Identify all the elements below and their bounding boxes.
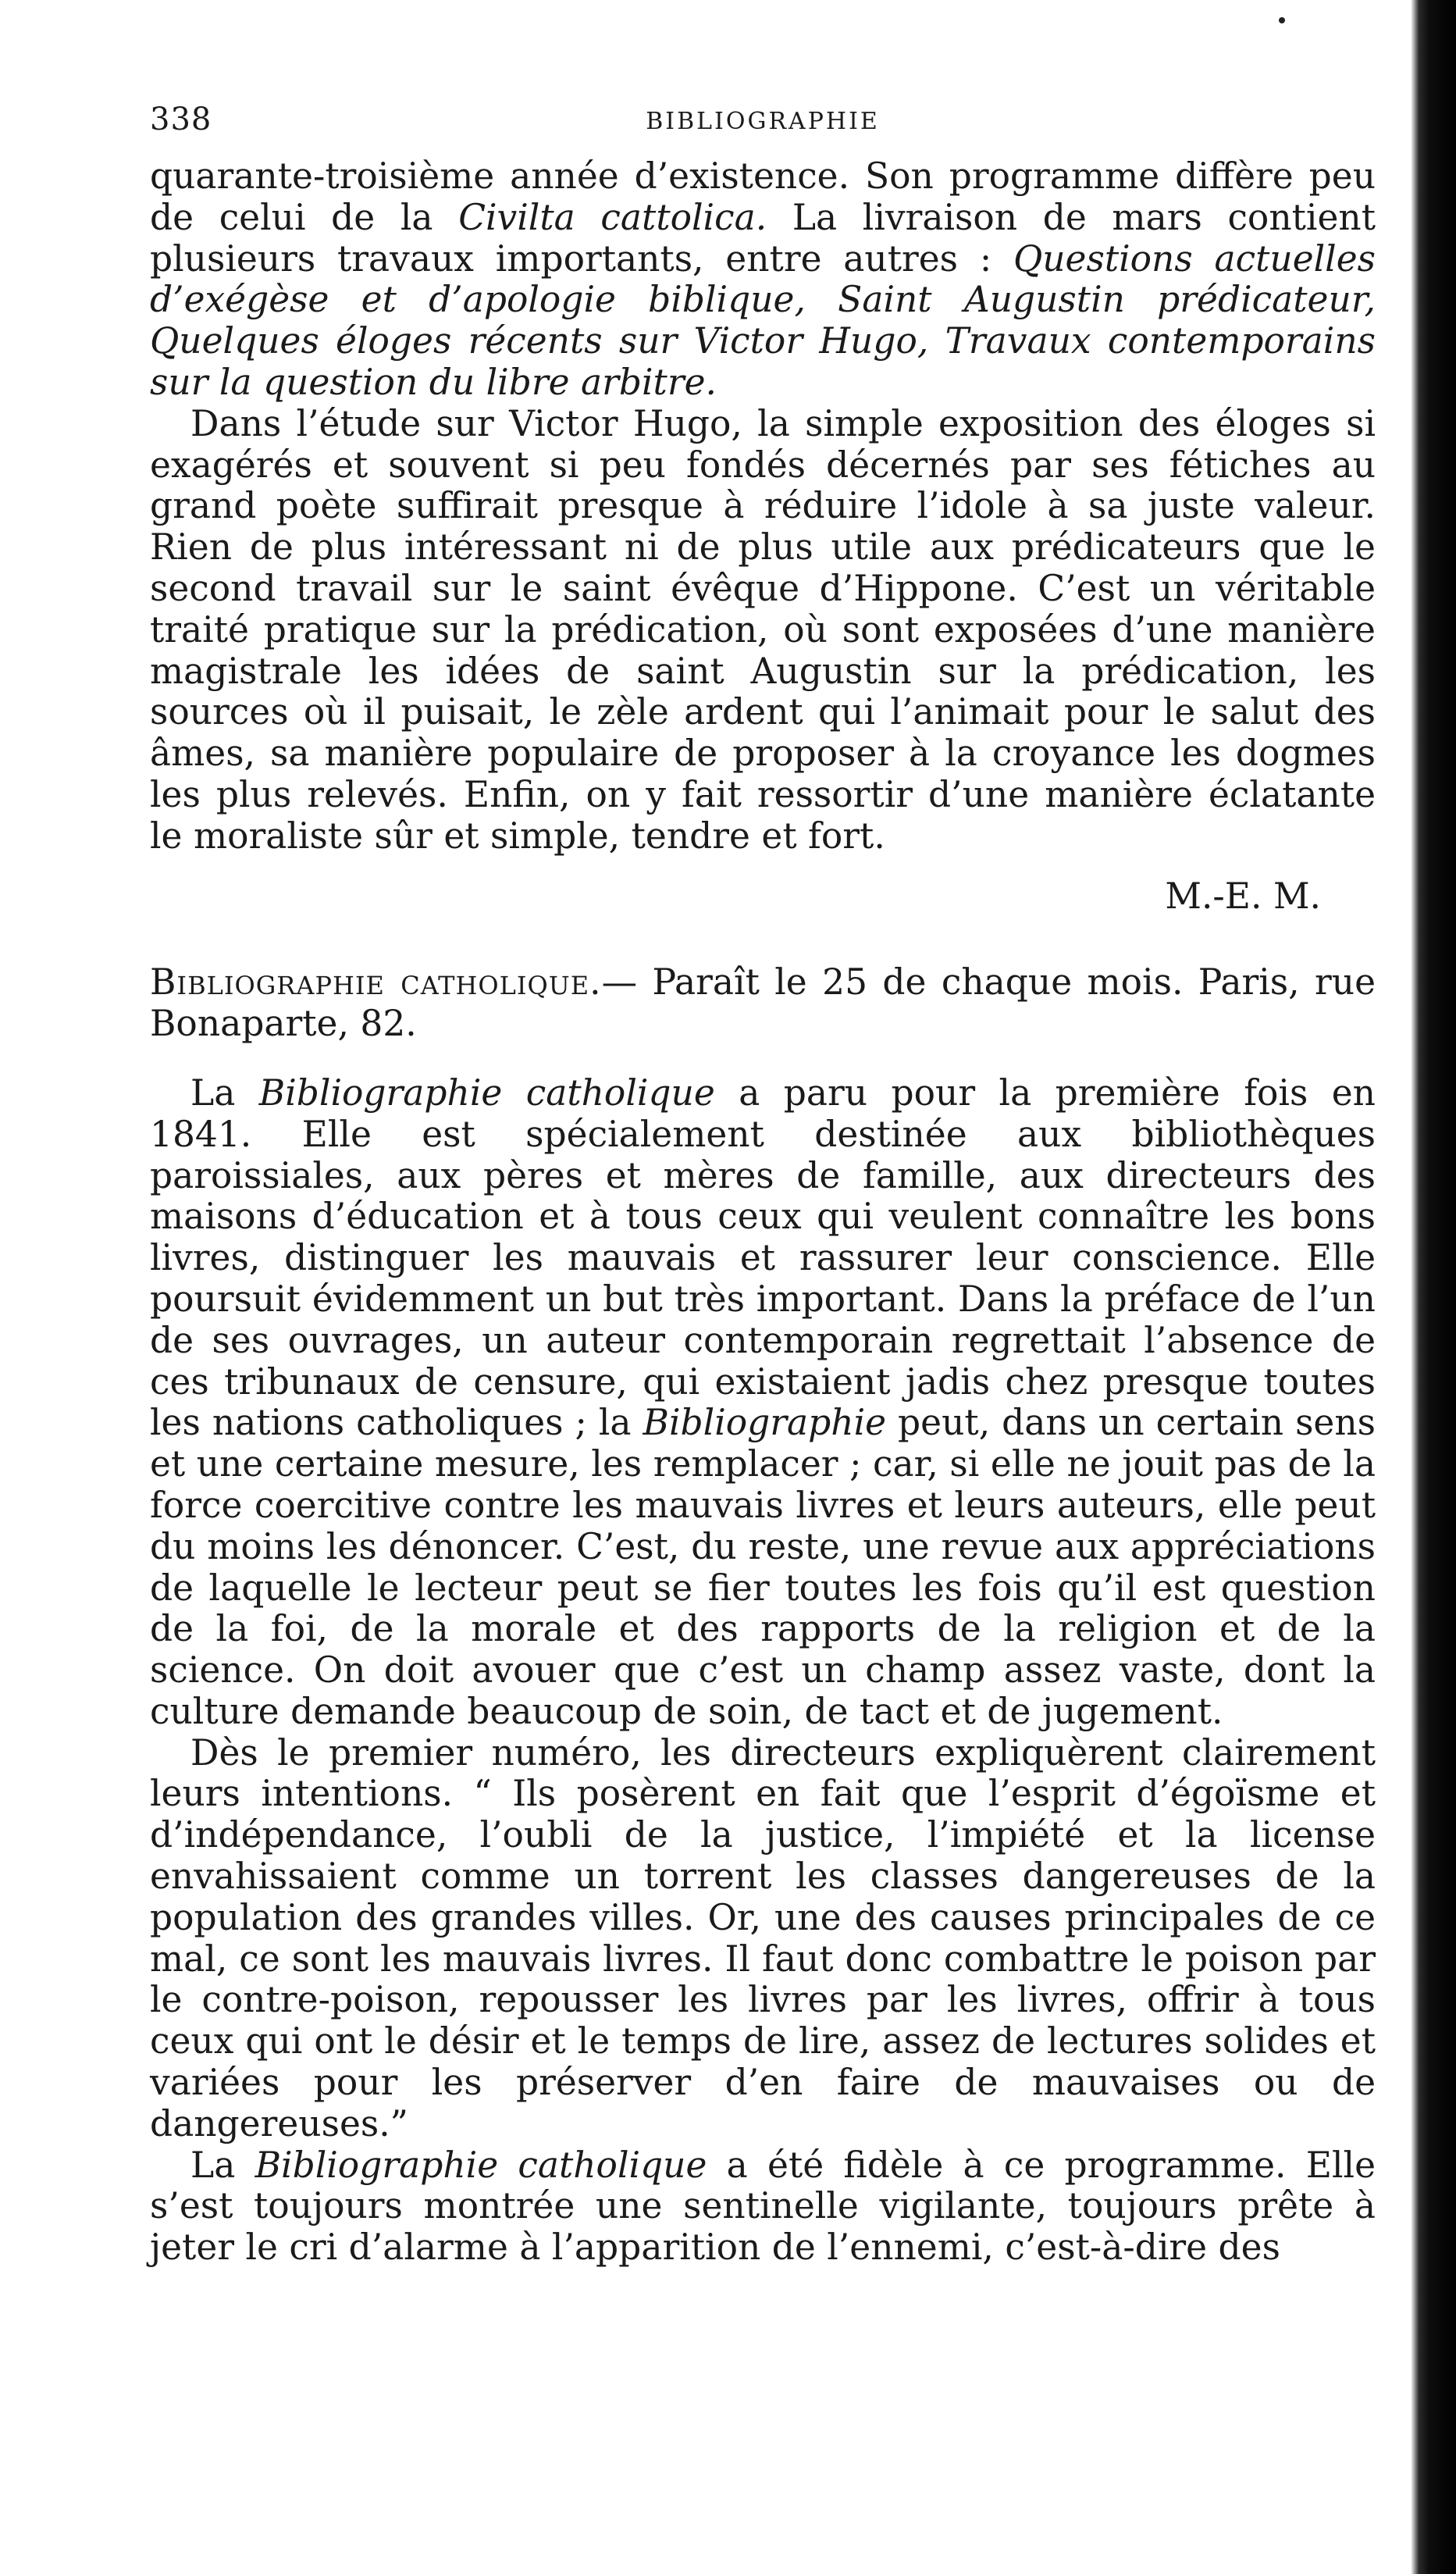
page-header xyxy=(150,102,1376,156)
review-heading-title: Bibliographie catholique. xyxy=(150,961,602,1004)
review-heading xyxy=(150,962,1376,1045)
page-number: 338 xyxy=(150,102,212,137)
paragraph-programme xyxy=(150,2145,1376,2269)
journal-title: Bibliographie catholique xyxy=(258,1071,715,1114)
paragraph-directors-intentions: Dès le premier numéro, les directeurs expliquèrent clairement leurs intentions. “ Ils posèrent en fait que l’esprit d’égoïsme et d’indépendance, l’oubli de la justice, l’impiété et la license envahissaient comme un torrent les classes dangereuses de la population des grandes villes. Or, une des causes principales de ce mal, ce sont les mauvais livres. Il faut donc combattre le poison par le contre-poison, repousser les livres par les livres, offrir à tous ceux qui ont le désir et le temps de lire, assez de lectures solides et variées pour les préserver d’en faire de mauvaises ou de dangereuses.” xyxy=(150,1731,1376,2144)
running-head: BIBLIOGRAPHIE xyxy=(646,108,880,135)
journal-title: Bibliographie catholique xyxy=(255,2144,707,2186)
journal-title-short: Bibliographie xyxy=(643,1402,887,1444)
text-run: La xyxy=(190,1071,259,1114)
paragraph-victor-hugo: Dans l’étude sur Victor Hugo, la simple exposition des éloges si exagérés et souvent si peu fondés décernés par ses fétiches au grand poète suffirait presque à réduire l’idole à sa juste valeur. Rien de plus intéressant ni de plus utile aux prédicateurs que le second travail sur le saint évêque d’Hippone. C’est un véritable traité pratique sur la prédication, où sont exposées d’une manière magistrale les idées de saint Augustin sur la prédication, les sources où il puisait, le zèle ardent qui l’animait pour le salut des âmes, sa manière populaire de proposer à la croyance les dogmes les plus relevés. Enfin, on y fait ressortir d’une manière éclatante le moraliste sûr et simple, tendre et fort. xyxy=(150,402,1376,857)
body-text xyxy=(150,156,1376,2269)
review-heading-details: — Paraît le 25 de chaque mois. Paris, rue Bonaparte, 82. xyxy=(150,961,1376,1045)
ink-speck xyxy=(1279,17,1285,23)
page-edge-shadow xyxy=(1411,0,1456,2574)
paragraph-bibliographie-intro xyxy=(150,1073,1376,1733)
text-run: a été fidèle à ce programme. Elle s’est toujours montrée une sentinelle vigilante, toujours prête à jeter le cri d’alarme à l’apparition de l’ennemi, c’est-à-dire des xyxy=(150,2144,1376,2269)
spacer xyxy=(150,1045,1376,1073)
book-page xyxy=(150,102,1376,2269)
author-signature: M.-E. M. xyxy=(1165,875,1321,917)
text-run: peut, dans un certain sens et une certaine mesure, les remplacer ; car, si elle ne jouit pas de la force coercitive contre les mauvais livres et leurs auteurs, elle peut du moins les dénoncer. C’est, du reste, une revue aux appréciations de laquelle le lecteur peut se fier toutes les fois qu’il est question de la foi, de la morale et des rapports de la religion et de la science. On doit avouer que c’est un champ assez vaste, dont la culture demande beaucoup de soin, de tact et de jugement. xyxy=(150,1402,1376,1732)
text-run: quarante-troisième année d’existence. Son programme diffère peu de celui de la xyxy=(150,155,1376,238)
text-run: a paru pour la première fois en 1841. Elle est spécialement destinée aux bibliothèques paroissiales, aux pères et mères de famille, aux directeurs des maisons d’éducation et à tous ceux qui veulent connaître les bons livres, distinguer les mauvais et rassurer leur conscience. Elle poursuit évidemment un but très important. Dans la préface de l’un de ses ouvrages, un auteur contemporain regrettait l’absence de ces tribunaux de censure, qui existaient jadis chez presque toutes les nations catholiques ; la xyxy=(150,1071,1376,1444)
article-titles: Questions actuelles d’exégèse et d’apologie biblique, Saint Augustin prédicateur, Quelques éloges récents sur Victor Hugo, Travaux contemporains sur la question du libre arbitre. xyxy=(150,237,1376,403)
paragraph-continuation xyxy=(150,156,1376,404)
text-run: La xyxy=(190,2144,255,2186)
text-run: La livraison de mars contient plusieurs travaux importants, entre autres : xyxy=(150,196,1376,280)
journal-title: Civilta cattolica. xyxy=(458,196,767,238)
